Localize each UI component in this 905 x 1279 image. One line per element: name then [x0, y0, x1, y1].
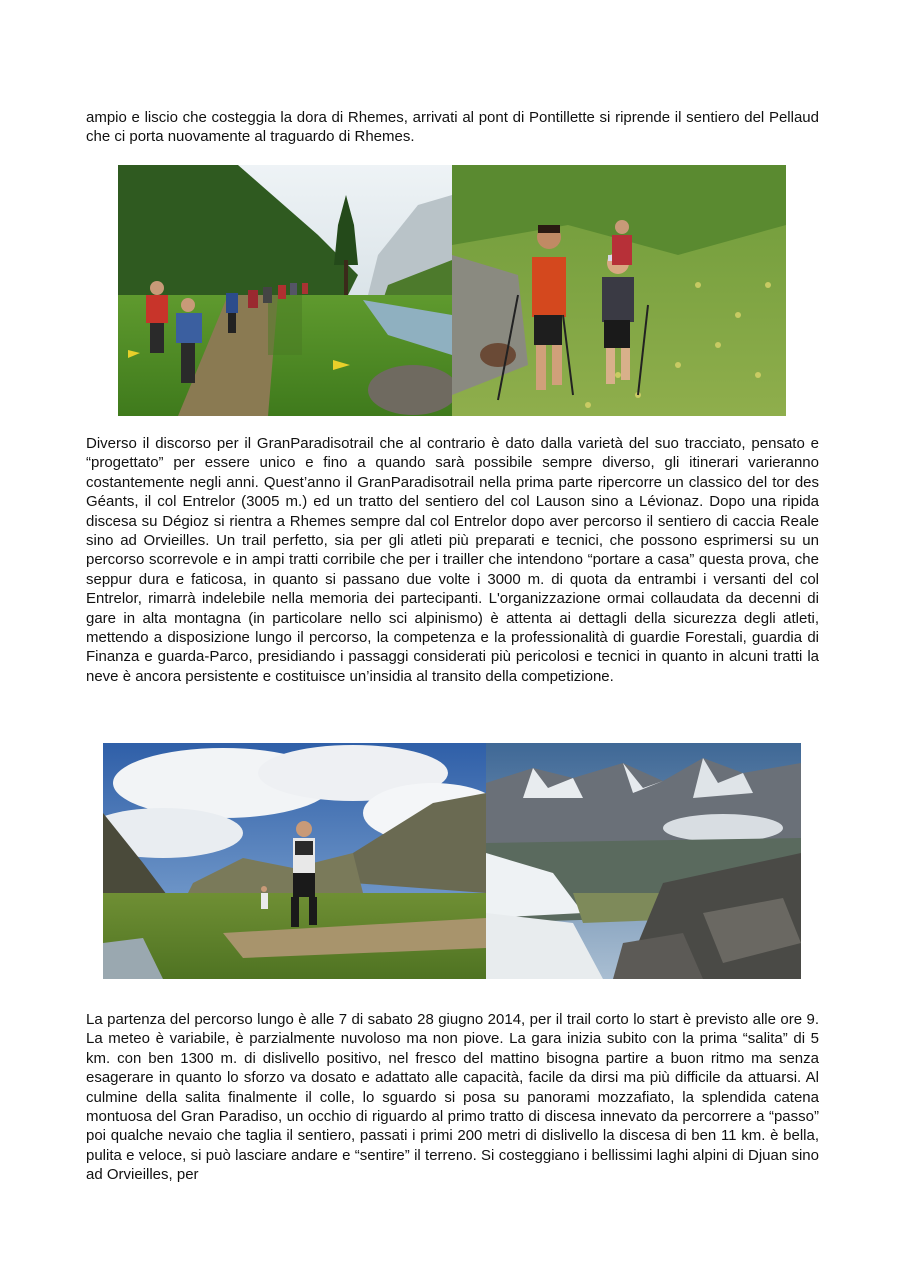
paragraph-race-start: La partenza del percorso lungo è alle 7 di sabato 28 giugno 2014, per il trail corto lo start è previsto alle ore 9. La meteo è variabile, è parzialmente nuvoloso ma non piove. La gara inizia subito con la prima “salita” di 5 km. con ben 1300 m. di dislivello positivo, nel fresco del mattino bisogna partire a buon ritmo ma senza esagerare in quanto lo sforzo va dosato e adattato alle capacità, facile da dirsi ma più difficile da attuarsi. Al culmine della salita finalmente il colle, lo sguardo si posa su panorami mozzafiato, la splendida catena montuosa del Gran Paradiso, un occhio di riguardo al primo tratto di discesa innevato da percorrere a “passo” poi qualche nevaio che taglia il sentiero, passati i primi 200 metri di dislivello la discesa di ben 11 km. è bella, pulita e veloce, si può lasciare andare e “sentire” il terreno. Si costeggiano i bellissimi laghi alpini di Djuan sino ad Orvieilles, per	[86, 1011, 819, 1184]
photo-runner-mountains	[103, 743, 801, 979]
photo-trail-runners-valley	[118, 165, 786, 416]
paragraph-granparadisotrail: Diverso il discorso per il GranParadisotrail che al contrario è dato dalla varietà del suo tracciato, pensato e “progettato” per essere unico e fino a quando sarà possibile sempre diverso, gli itinerari varieranno costantemente negli anni. Quest’anno il GranParadisotrail nella prima parte ripercorre un classico del tor des Géants, il col Entrelor (3005 m.) ed un tratto del sentiero del col Lauson sino a Lévionaz. Dopo una ripida discesa su Dégioz si rientra a Rhemes sempre dal col Entrelor dopo aver percorso il sentiero di caccia Reale sino ad Orvieilles. Un trail perfetto, sia per gli atleti più preparati e tecnici, che possono esprimersi su un percorso scorrevole e in ampi tratti corribile che per i trailler che intendono “portare a casa” questa prova, che seppur dura e faticosa, in quanto si passano due volte i 3000 m. di quota da entrambi i versanti del col Entrelor, rimarrà indelebile nella memoria dei partecipanti. L'organizzazione ormai collaudata da decenni di gare in alta montagna (in particolare nello sci alpinismo) è attenta ai dettagli della sicurezza degli atleti, mettendo a disposizione lungo il percorso, la competenza e la professionalità di guardie Forestali, guardia di Finanza e guarda-Parco, presidiando i passaggi considerati più pericolosi e tecnici in quanto in alcuni tratti la neve è ancora persistente e costituisce un’insidia al transito della competizione.	[86, 435, 819, 685]
paragraph-intro: ampio e liscio che costeggia la dora di Rhemes, arrivati al pont di Pontillette si riprende il sentiero del Pellaud che ci porta nuovamente al traguardo di Rhemes.	[86, 109, 819, 146]
